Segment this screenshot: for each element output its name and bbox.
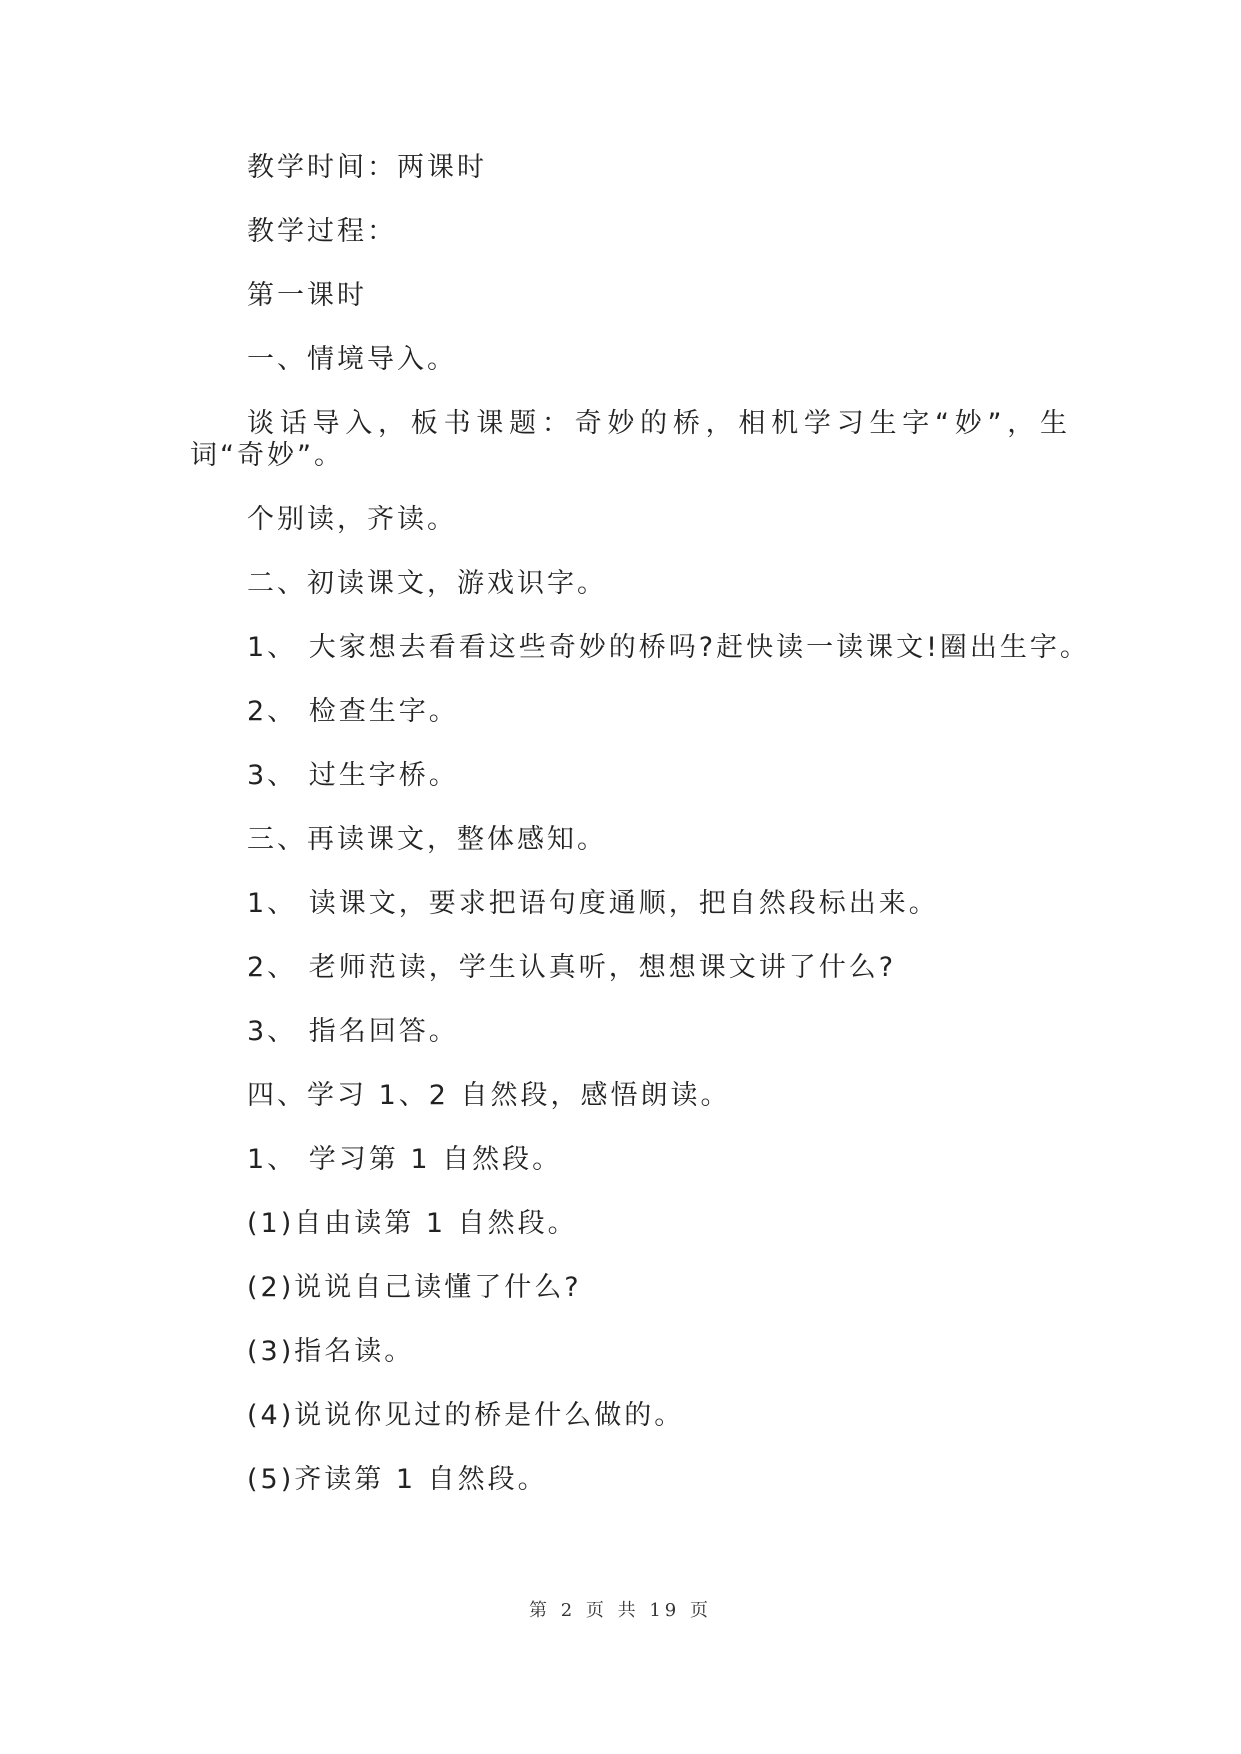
paragraph-teaching-process: 教学过程： xyxy=(247,216,397,247)
list-item-4-1: 1、 学习第 1 自然段。 xyxy=(247,1144,563,1175)
list-item-2-1: 1、 大家想去看看这些奇妙的桥吗?赶快读一读课文!圈出生字。 xyxy=(247,632,1090,663)
section-heading-3: 三、再读课文，整体感知。 xyxy=(247,824,607,855)
sub-item-5: (5)齐读第 1 自然段。 xyxy=(247,1464,548,1495)
sub-item-4: (4)说说你见过的桥是什么做的。 xyxy=(247,1400,685,1431)
page-footer: 第 2 页 共 19 页 xyxy=(529,1600,712,1621)
paragraph-first-lesson: 第一课时 xyxy=(247,280,367,311)
list-item-2-2: 2、 检查生字。 xyxy=(247,696,459,727)
sub-item-1: (1)自由读第 1 自然段。 xyxy=(247,1208,578,1239)
paragraph-intro-talk: 谈话导入，板书课题：奇妙的桥，相机学习生字“妙”，生词“奇妙”。 xyxy=(190,408,1070,471)
list-item-3-1: 1、 读课文，要求把语句度通顺，把自然段标出来。 xyxy=(247,888,939,919)
document-body xyxy=(190,152,1090,1528)
sub-item-2: (2)说说自己读懂了什么? xyxy=(247,1272,582,1303)
section-heading-1: 一、情境导入。 xyxy=(247,344,457,375)
list-item-2-3: 3、 过生字桥。 xyxy=(247,760,459,791)
paragraph-read-aloud: 个别读，齐读。 xyxy=(247,504,457,535)
section-heading-2: 二、初读课文，游戏识字。 xyxy=(247,568,607,599)
list-item-3-3: 3、 指名回答。 xyxy=(247,1016,459,1047)
section-heading-4: 四、学习 1、2 自然段，感悟朗读。 xyxy=(247,1080,731,1111)
list-item-3-2: 2、 老师范读，学生认真听，想想课文讲了什么? xyxy=(247,952,897,983)
paragraph-teaching-time: 教学时间：两课时 xyxy=(247,152,487,183)
sub-item-3: (3)指名读。 xyxy=(247,1336,415,1367)
